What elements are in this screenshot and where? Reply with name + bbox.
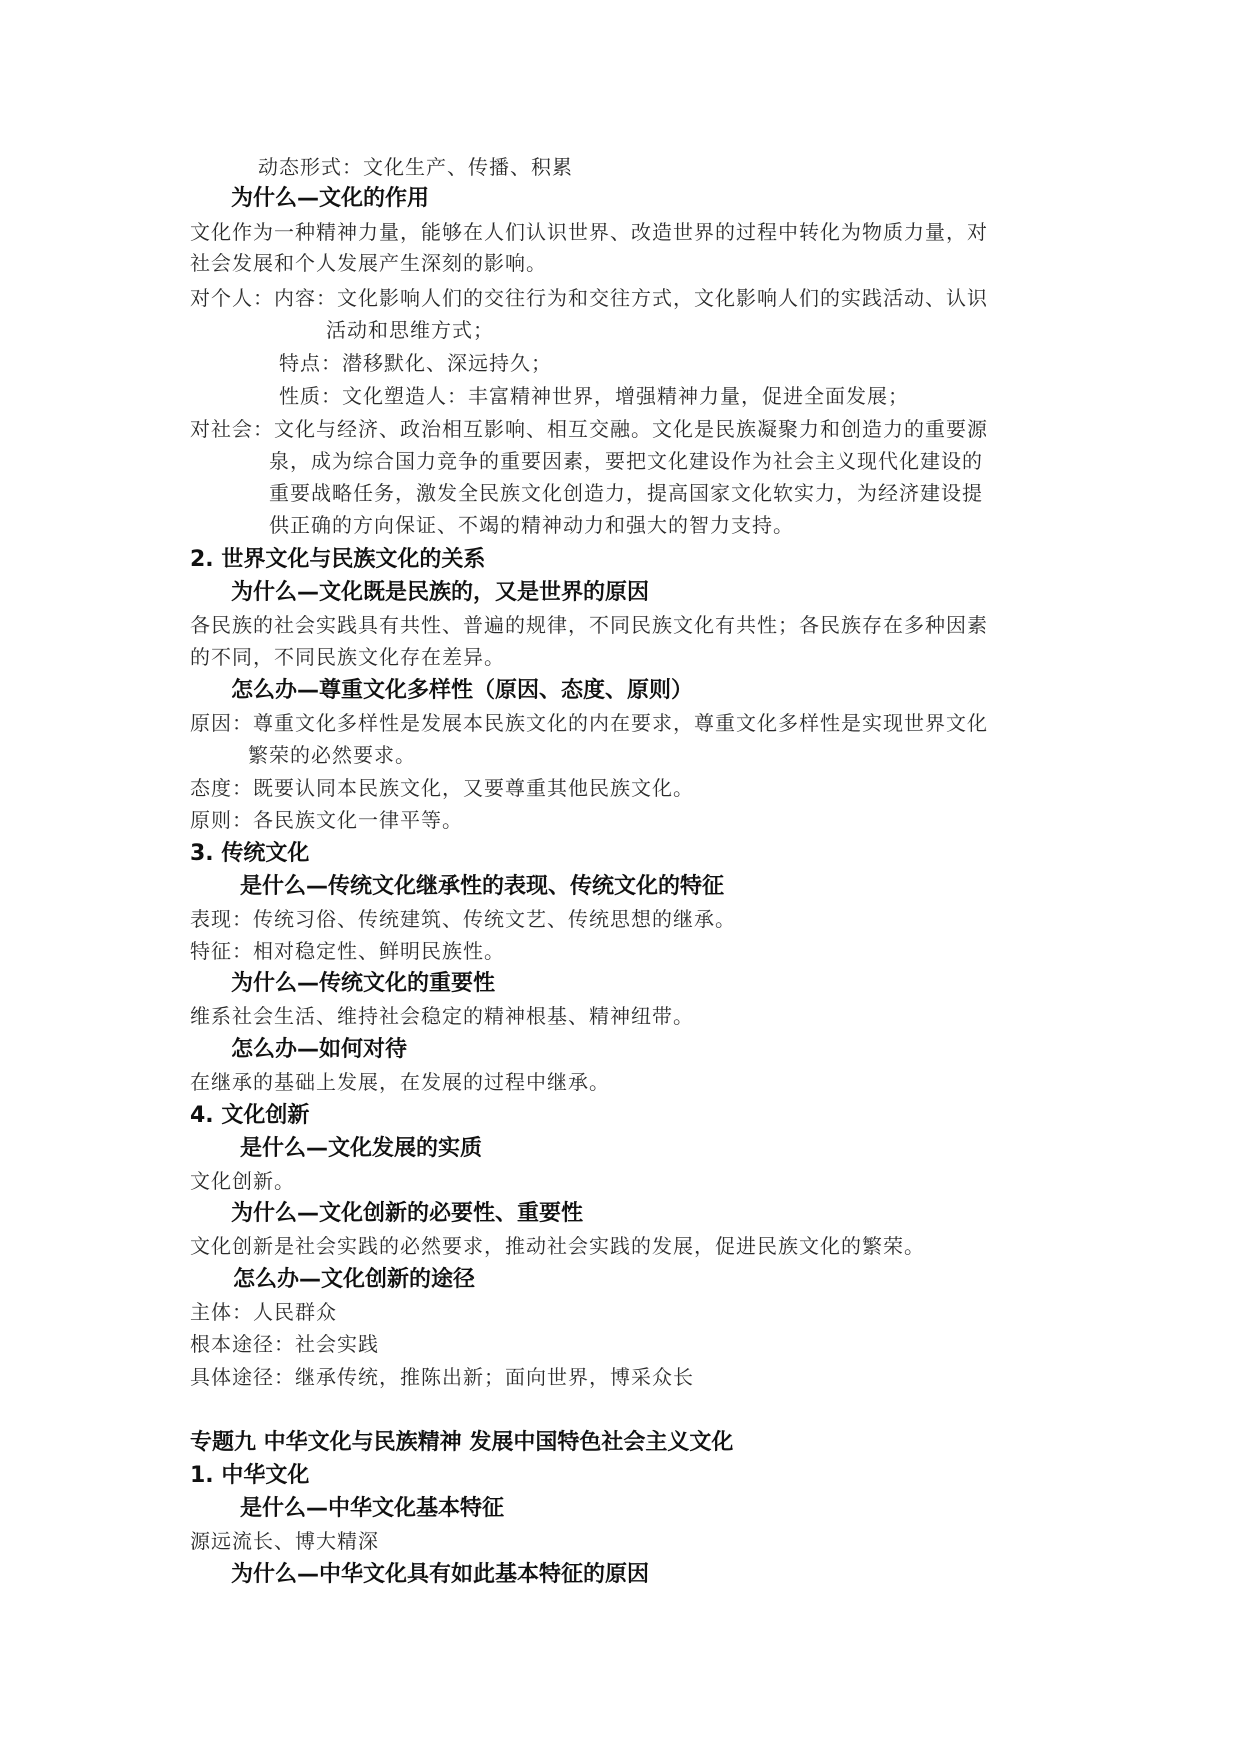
text-line: 特征：相对稳定性、鲜明民族性。 [190,939,505,963]
chapter-heading: 专题九 中华文化与民族精神 发展中国特色社会主义文化 [190,1430,734,1455]
text-line: 文化创新是社会实践的必然要求，推动社会实践的发展，促进民族文化的繁荣。 [190,1234,925,1258]
text-line: 原因：尊重文化多样性是发展本民族文化的内在要求，尊重文化多样性是实现世界文化 [190,711,988,735]
subheading: 是什么—中华文化基本特征 [240,1496,505,1521]
text-line: 态度：既要认同本民族文化，又要尊重其他民族文化。 [190,776,694,800]
text-line: 重要战略任务，激发全民族文化创造力，提高国家文化软实力，为经济建设提 [269,481,983,505]
text-line: 性质：文化塑造人：丰富精神世界，增强精神力量，促进全面发展； [279,384,909,408]
text-line: 原则：各民族文化一律平等。 [190,808,463,832]
text-line: 维系社会生活、维持社会稳定的精神根基、精神纽带。 [190,1004,694,1028]
text-line: 社会发展和个人发展产生深刻的影响。 [190,251,547,275]
subheading: 为什么—传统文化的重要性 [231,971,496,996]
section-heading: 4. 文化创新 [190,1103,310,1128]
section-heading: 2. 世界文化与民族文化的关系 [190,547,486,572]
text-line: 主体：人民群众 [190,1300,337,1324]
subheading: 是什么—文化发展的实质 [240,1136,483,1161]
text-line: 文化作为一种精神力量，能够在人们认识世界、改造世界的过程中转化为物质力量，对 [190,220,988,244]
text-line: 供正确的方向保证、不竭的精神动力和强大的智力支持。 [269,513,794,537]
subheading: 是什么—传统文化继承性的表现、传统文化的特征 [240,874,725,899]
subheading: 怎么办—如何对待 [231,1037,408,1062]
text-line: 具体途径：继承传统，推陈出新；面向世界，博采众长 [190,1365,694,1389]
text-line: 泉，成为综合国力竞争的重要因素，要把文化建设作为社会主义现代化建设的 [269,449,983,473]
text-line: 特点：潜移默化、深远持久； [279,351,552,375]
text-line: 在继承的基础上发展，在发展的过程中继承。 [190,1070,610,1094]
text-line: 各民族的社会实践具有共性、普遍的规律，不同民族文化有共性；各民族存在多种因素 [190,613,988,637]
text-line: 根本途径：社会实践 [190,1332,379,1356]
section-heading: 3. 传统文化 [190,841,310,866]
text-line: 的不同，不同民族文化存在差异。 [190,645,505,669]
text-line: 对个人：内容：文化影响人们的交往行为和交往方式，文化影响人们的实践活动、认识 [190,286,988,310]
text-line: 对社会：文化与经济、政治相互影响、相互交融。文化是民族凝聚力和创造力的重要源 [190,417,988,441]
section-heading: 1. 中华文化 [190,1463,310,1488]
subheading: 为什么—文化既是民族的，又是世界的原因 [231,580,650,605]
subheading: 怎么办—尊重文化多样性（原因、态度、原则） [231,678,694,703]
text-line: 源远流长、博大精深 [190,1529,379,1553]
subheading: 为什么—文化创新的必要性、重要性 [231,1201,584,1226]
text-line: 繁荣的必然要求。 [248,743,416,767]
subheading: 怎么办—文化创新的途径 [233,1267,476,1292]
text-line: 动态形式：文化生产、传播、积累 [258,155,573,179]
subheading: 为什么—中华文化具有如此基本特征的原因 [231,1562,650,1587]
text-line: 文化创新。 [190,1169,295,1193]
text-line: 表现：传统习俗、传统建筑、传统文艺、传统思想的继承。 [190,907,736,931]
subheading-why-culture-role: 为什么—文化的作用 [231,186,430,211]
text-line: 活动和思维方式； [326,318,494,342]
